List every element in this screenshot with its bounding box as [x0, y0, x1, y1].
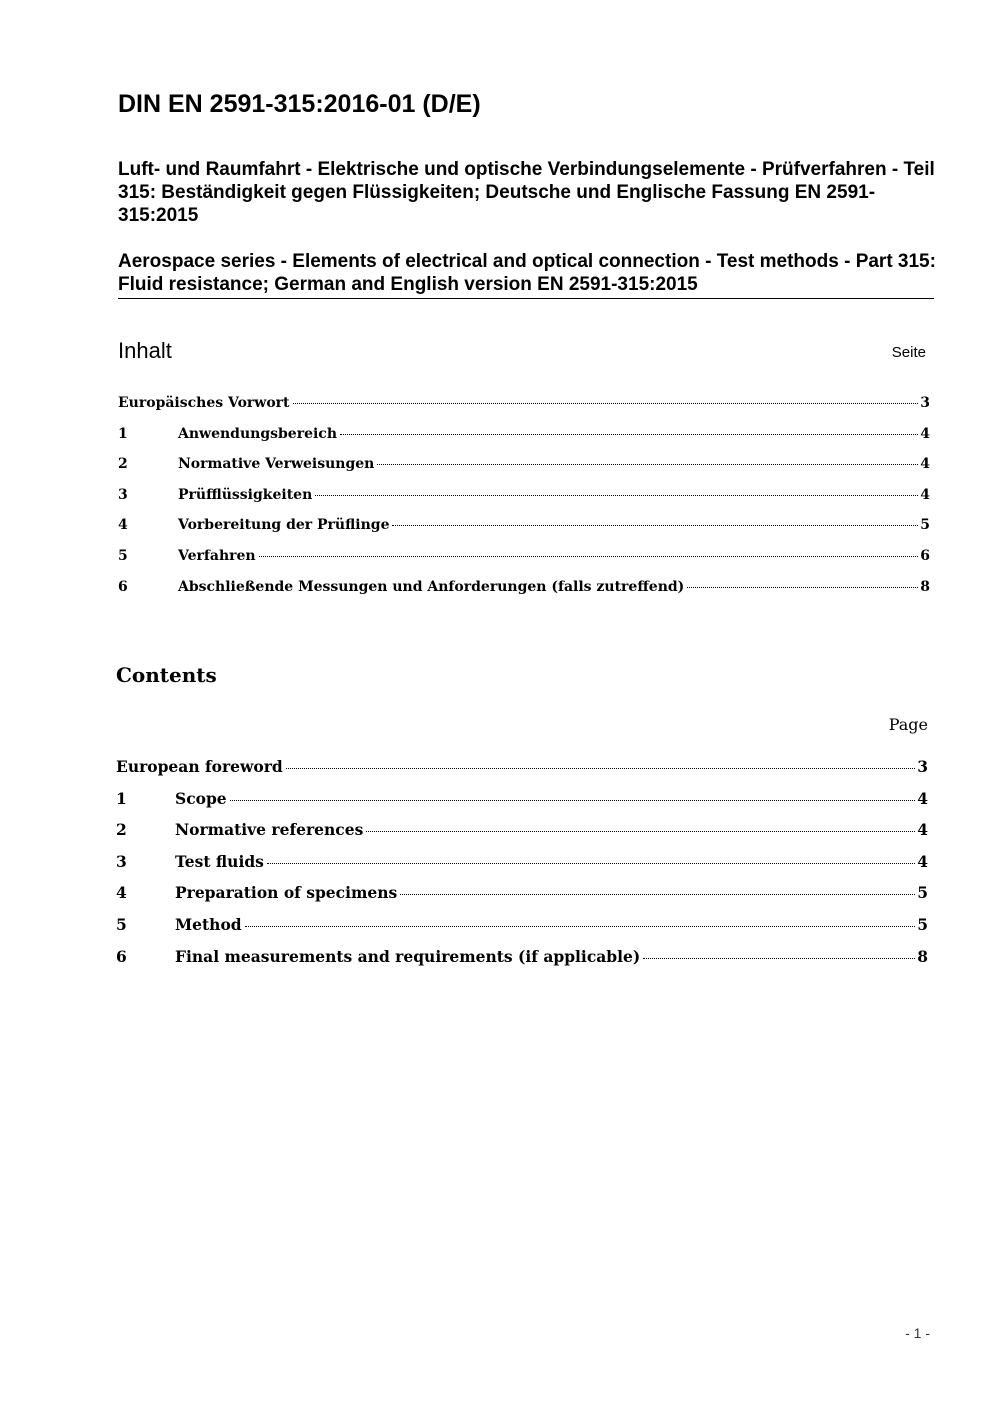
toc-entry-page: 5	[917, 883, 928, 903]
toc-entry-title: Anwendungsbereich	[178, 425, 337, 442]
toc-entry[interactable]	[118, 579, 930, 610]
toc-entry[interactable]	[116, 789, 928, 821]
toc-dot-leader	[366, 831, 915, 832]
toc-entry[interactable]	[118, 517, 930, 548]
toc-entry-page: 3	[917, 757, 928, 776]
toc-entry-page: 4	[917, 788, 928, 808]
toc-heading-german: Inhalt	[118, 338, 172, 363]
toc-dot-leader	[377, 464, 918, 465]
page-number: - 1 -	[905, 1325, 930, 1341]
toc-dot-leader	[340, 434, 918, 435]
toc-entry[interactable]	[118, 395, 930, 426]
document-id: DIN EN 2591-315:2016-01 (D/E)	[118, 90, 481, 118]
header-divider	[118, 298, 934, 299]
toc-entry[interactable]	[116, 883, 928, 915]
toc-entry-number: 1	[116, 788, 127, 808]
toc-entry-title: Prüfflüssigkeiten	[178, 486, 313, 503]
toc-dot-leader	[245, 926, 916, 927]
toc-entry-title: Final measurements and requirements (if applicable)	[175, 946, 641, 966]
toc-entry[interactable]	[118, 426, 930, 457]
toc-entry-page: 4	[920, 425, 930, 442]
document-title-german: Luft- und Raumfahrt - Elektrische und optische Verbindungselemente - Prüfverfahren - Teil 315: Beständigkeit gegen Flüssigkeiten; Deutsche und Englische Fassung EN 2591-315:2015	[118, 159, 935, 226]
toc-entry-page: 5	[917, 914, 928, 934]
toc-entry-title: Scope	[175, 788, 227, 808]
toc-entry-page: 4	[917, 851, 928, 871]
toc-entry-number: 2	[118, 456, 128, 473]
toc-entry-number: 2	[116, 820, 127, 840]
toc-dot-leader	[315, 495, 918, 496]
toc-entry-title: Normative references	[175, 820, 364, 840]
toc-entry[interactable]	[118, 456, 930, 487]
toc-entry-number: 4	[116, 883, 127, 903]
toc-entry-title: Method	[175, 914, 242, 934]
toc-page-label-english: Page	[888, 715, 928, 734]
toc-entry-title: Verfahren	[178, 547, 256, 564]
toc-entry[interactable]	[116, 915, 928, 947]
toc-entry[interactable]	[116, 757, 928, 789]
toc-page-label-german: Seite	[891, 344, 926, 361]
toc-entry-number: 5	[116, 914, 127, 934]
toc-entry-page: 5	[920, 517, 930, 534]
toc-entry-number: 3	[118, 486, 128, 503]
toc-dot-leader	[687, 587, 918, 588]
toc-entry-number: 6	[116, 946, 127, 966]
toc-dot-leader	[259, 556, 919, 557]
toc-entry-title: Abschließende Messungen und Anforderungen (falls zutreffend)	[178, 578, 685, 595]
toc-entry-title: European foreword	[116, 757, 283, 776]
toc-entry-page: 4	[920, 456, 930, 473]
toc-entry-number: 5	[118, 547, 128, 564]
toc-entry-page: 4	[917, 820, 928, 840]
toc-dot-leader	[267, 863, 915, 864]
toc-entry-title: Preparation of specimens	[175, 883, 398, 903]
toc-entry[interactable]	[116, 947, 928, 979]
toc-heading-english: Contents	[116, 663, 217, 687]
toc-entry-title: Normative Verweisungen	[178, 456, 375, 473]
toc-entry-page: 3	[920, 395, 930, 411]
toc-dot-leader	[643, 958, 915, 959]
toc-entry-number: 6	[118, 578, 128, 595]
toc-list-german	[118, 395, 930, 609]
toc-entry-title: Test fluids	[175, 851, 264, 871]
toc-entry-number: 1	[118, 425, 128, 442]
toc-entry-title: Vorbereitung der Prüflinge	[178, 517, 390, 534]
toc-dot-leader	[392, 525, 918, 526]
toc-dot-leader	[230, 800, 916, 801]
toc-entry[interactable]	[116, 852, 928, 884]
toc-entry-title: Europäisches Vorwort	[118, 395, 290, 411]
toc-dot-leader	[286, 768, 915, 769]
toc-list-english	[116, 757, 928, 978]
document-title-english: Aerospace series - Elements of electrical and optical connection - Test methods - Part 315: Fluid resistance; German and English version EN 2591-315:2015	[118, 251, 936, 295]
toc-entry-page: 6	[920, 547, 930, 564]
toc-entry[interactable]	[118, 548, 930, 579]
toc-entry-page: 4	[920, 486, 930, 503]
toc-entry[interactable]	[116, 820, 928, 852]
toc-entry[interactable]	[118, 487, 930, 518]
toc-entry-page: 8	[920, 578, 930, 595]
toc-entry-page: 8	[917, 946, 928, 966]
toc-dot-leader	[293, 403, 919, 404]
toc-dot-leader	[400, 894, 915, 895]
toc-entry-number: 3	[116, 851, 127, 871]
toc-entry-number: 4	[118, 517, 128, 534]
